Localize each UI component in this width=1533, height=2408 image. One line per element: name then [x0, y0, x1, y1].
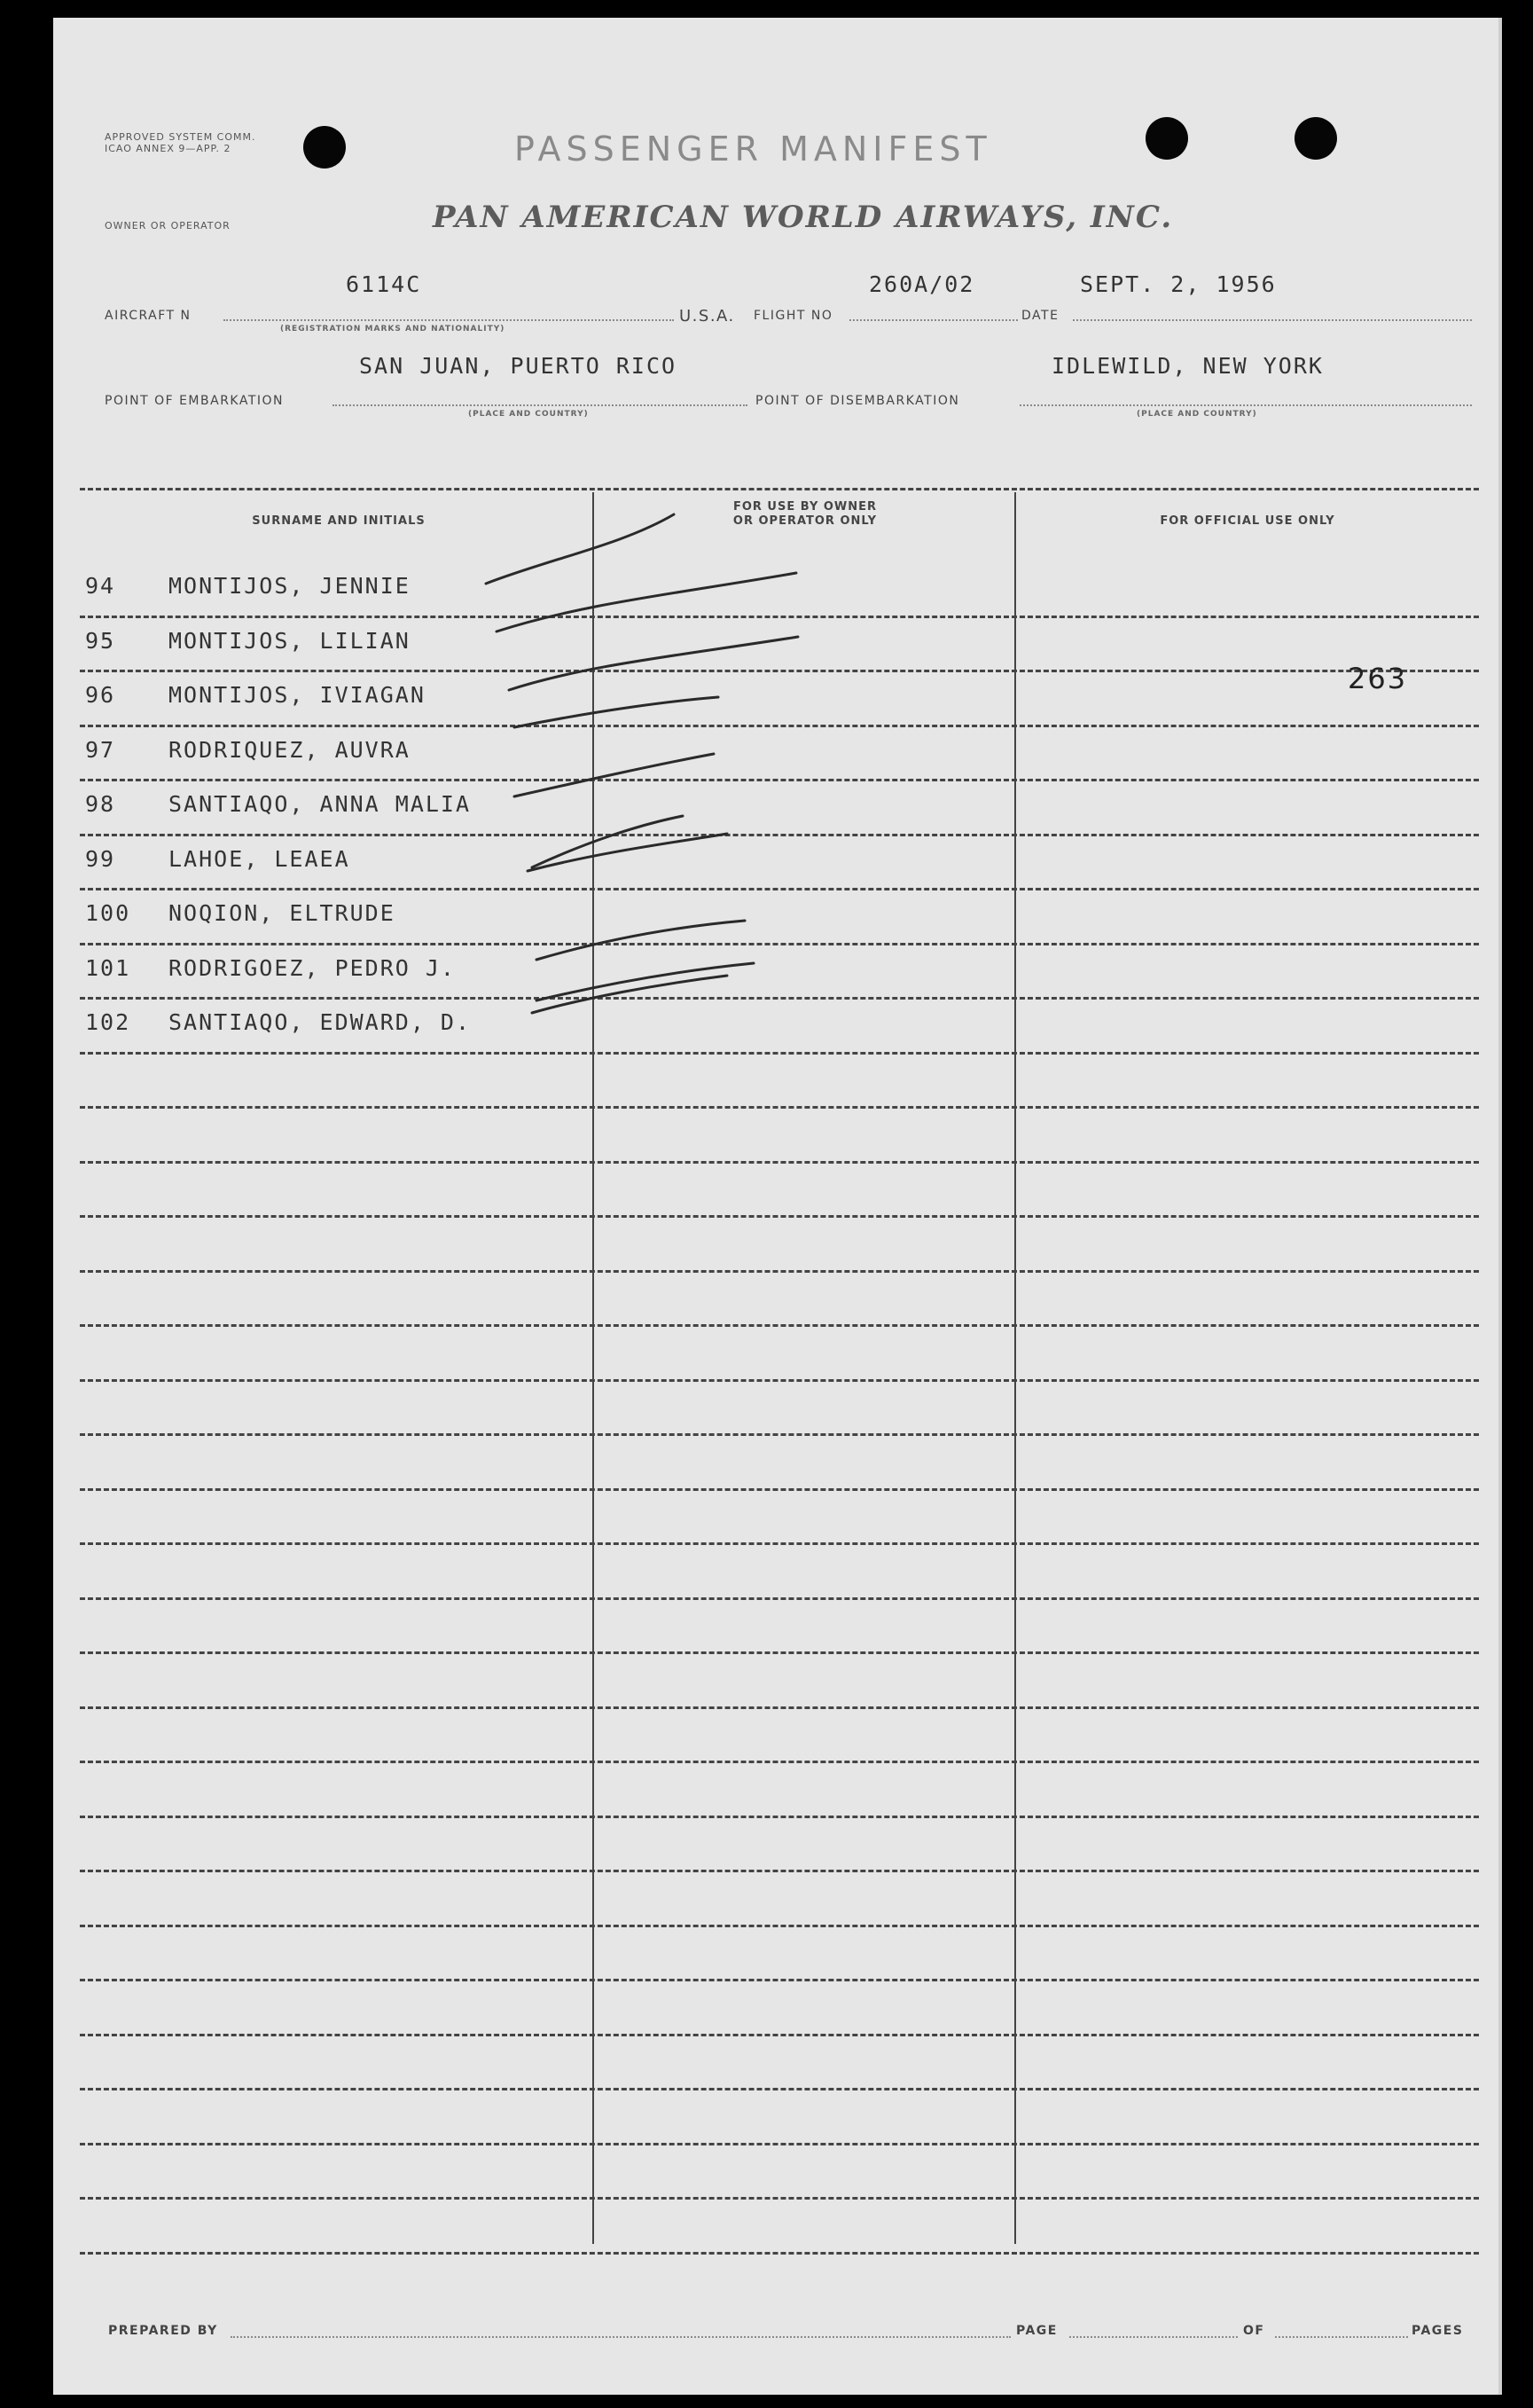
col-owner-header-1: FOR USE BY OWNER: [732, 500, 878, 514]
passenger-number: 97: [85, 736, 116, 763]
row-rule: [80, 1542, 1479, 1545]
checkmark-97: [514, 697, 718, 727]
row-rule: [80, 2143, 1479, 2145]
row-rule: [80, 1870, 1479, 1872]
passenger-name: NOQION, ELTRUDE: [168, 900, 395, 926]
row-rule: [80, 1379, 1479, 1382]
checkmark-99b: [528, 834, 727, 871]
embarkation-value: SAN JUAN, PUERTO RICO: [359, 353, 677, 379]
row-rule: [80, 1106, 1479, 1109]
row-rule: [80, 1324, 1479, 1327]
page-title: PASSENGER MANIFEST: [514, 129, 992, 169]
passenger-name: RODRIGOEZ, PEDRO J.: [168, 954, 456, 981]
aircraft-nationality: U.S.A.: [679, 307, 735, 326]
checkmark-99: [532, 816, 683, 867]
col-surname-header: SURNAME AND INITIALS: [252, 514, 426, 528]
date-value: SEPT. 2, 1956: [1080, 271, 1277, 297]
checkmark-94: [486, 514, 674, 584]
passenger-name: RODRIQUEZ, AUVRA: [168, 736, 411, 763]
aircraft-value: 6114C: [346, 271, 422, 297]
page-label: PAGE: [1016, 2324, 1058, 2338]
row-rule: [80, 2197, 1479, 2200]
flight-label: FLIGHT NO: [754, 309, 833, 323]
prepared-by-label: PREPARED BY: [108, 2324, 218, 2338]
row-rule: [80, 1706, 1479, 1709]
checkmark-96: [509, 637, 798, 690]
official-note: 263: [1348, 662, 1408, 695]
passenger-name: LAHOE, LEAEA: [168, 845, 350, 872]
checkmark-100: [536, 921, 745, 960]
passenger-number: 102: [85, 1009, 131, 1035]
manifest-sheet: [53, 18, 1502, 2395]
passenger-name: MONTIJOS, JENNIE: [168, 573, 411, 599]
of-label: OF: [1243, 2324, 1265, 2338]
embarkation-sub-label: (PLACE AND COUNTRY): [468, 410, 589, 419]
passenger-number: 100: [85, 900, 131, 926]
row-rule: [80, 2034, 1479, 2036]
row-rule: [80, 1161, 1479, 1164]
passenger-name: MONTIJOS, LILIAN: [168, 627, 411, 654]
page-dotline: [1069, 2336, 1238, 2338]
prepared-by-dotline: [231, 2336, 1011, 2338]
passenger-number: 94: [85, 573, 116, 599]
aircraft-sub-label: (REGISTRATION MARKS AND NATIONALITY): [280, 325, 505, 333]
row-rule: [80, 1215, 1479, 1218]
row-rule: [80, 1488, 1479, 1491]
checkmark-98: [514, 754, 714, 796]
row-rule: [80, 1270, 1479, 1273]
passenger-name: MONTIJOS, IVIAGAN: [168, 682, 426, 708]
row-rule: [80, 1816, 1479, 1818]
owner-label: OWNER OR OPERATOR: [105, 220, 231, 231]
col-owner-header-2: OR OPERATOR ONLY: [732, 514, 878, 528]
row-rule: [80, 1979, 1479, 1981]
airline-name: PAN AMERICAN WORLD AIRWAYS, INC.: [433, 200, 1174, 235]
row-rule: [80, 1651, 1479, 1654]
flight-value: 260A/02: [869, 271, 975, 297]
date-label: DATE: [1021, 309, 1060, 323]
row-rule: [80, 2252, 1479, 2255]
checkmark-strokes: [53, 18, 1498, 1082]
of-dotline: [1275, 2336, 1408, 2338]
passenger-number: 101: [85, 954, 131, 981]
passenger-number: 99: [85, 845, 116, 872]
checkmark-95: [497, 573, 796, 631]
col-official-header: FOR OFFICIAL USE ONLY: [1160, 514, 1335, 528]
pages-label: PAGES: [1412, 2324, 1464, 2338]
aircraft-label: AIRCRAFT N: [105, 309, 192, 323]
disembarkation-value: IDLEWILD, NEW YORK: [1052, 353, 1324, 379]
row-rule: [80, 2088, 1479, 2090]
embarkation-label: POINT OF EMBARKATION: [105, 394, 285, 408]
approval-note: APPROVED SYSTEM COMM. ICAO ANNEX 9—APP. 2: [105, 131, 256, 154]
passenger-name: SANTIAQO, ANNA MALIA: [168, 791, 472, 817]
row-rule: [80, 1433, 1479, 1436]
checkmark-101: [536, 963, 754, 1000]
row-rule: [80, 1597, 1479, 1600]
passenger-name: SANTIAQO, EDWARD, D.: [168, 1009, 472, 1035]
row-rule: [80, 1761, 1479, 1763]
disembarkation-label: POINT OF DISEMBARKATION: [755, 394, 960, 408]
passenger-number: 96: [85, 682, 116, 708]
passenger-number: 95: [85, 627, 116, 654]
disembarkation-sub-label: (PLACE AND COUNTRY): [1137, 410, 1257, 419]
passenger-number: 98: [85, 791, 116, 817]
row-rule: [80, 1925, 1479, 1927]
